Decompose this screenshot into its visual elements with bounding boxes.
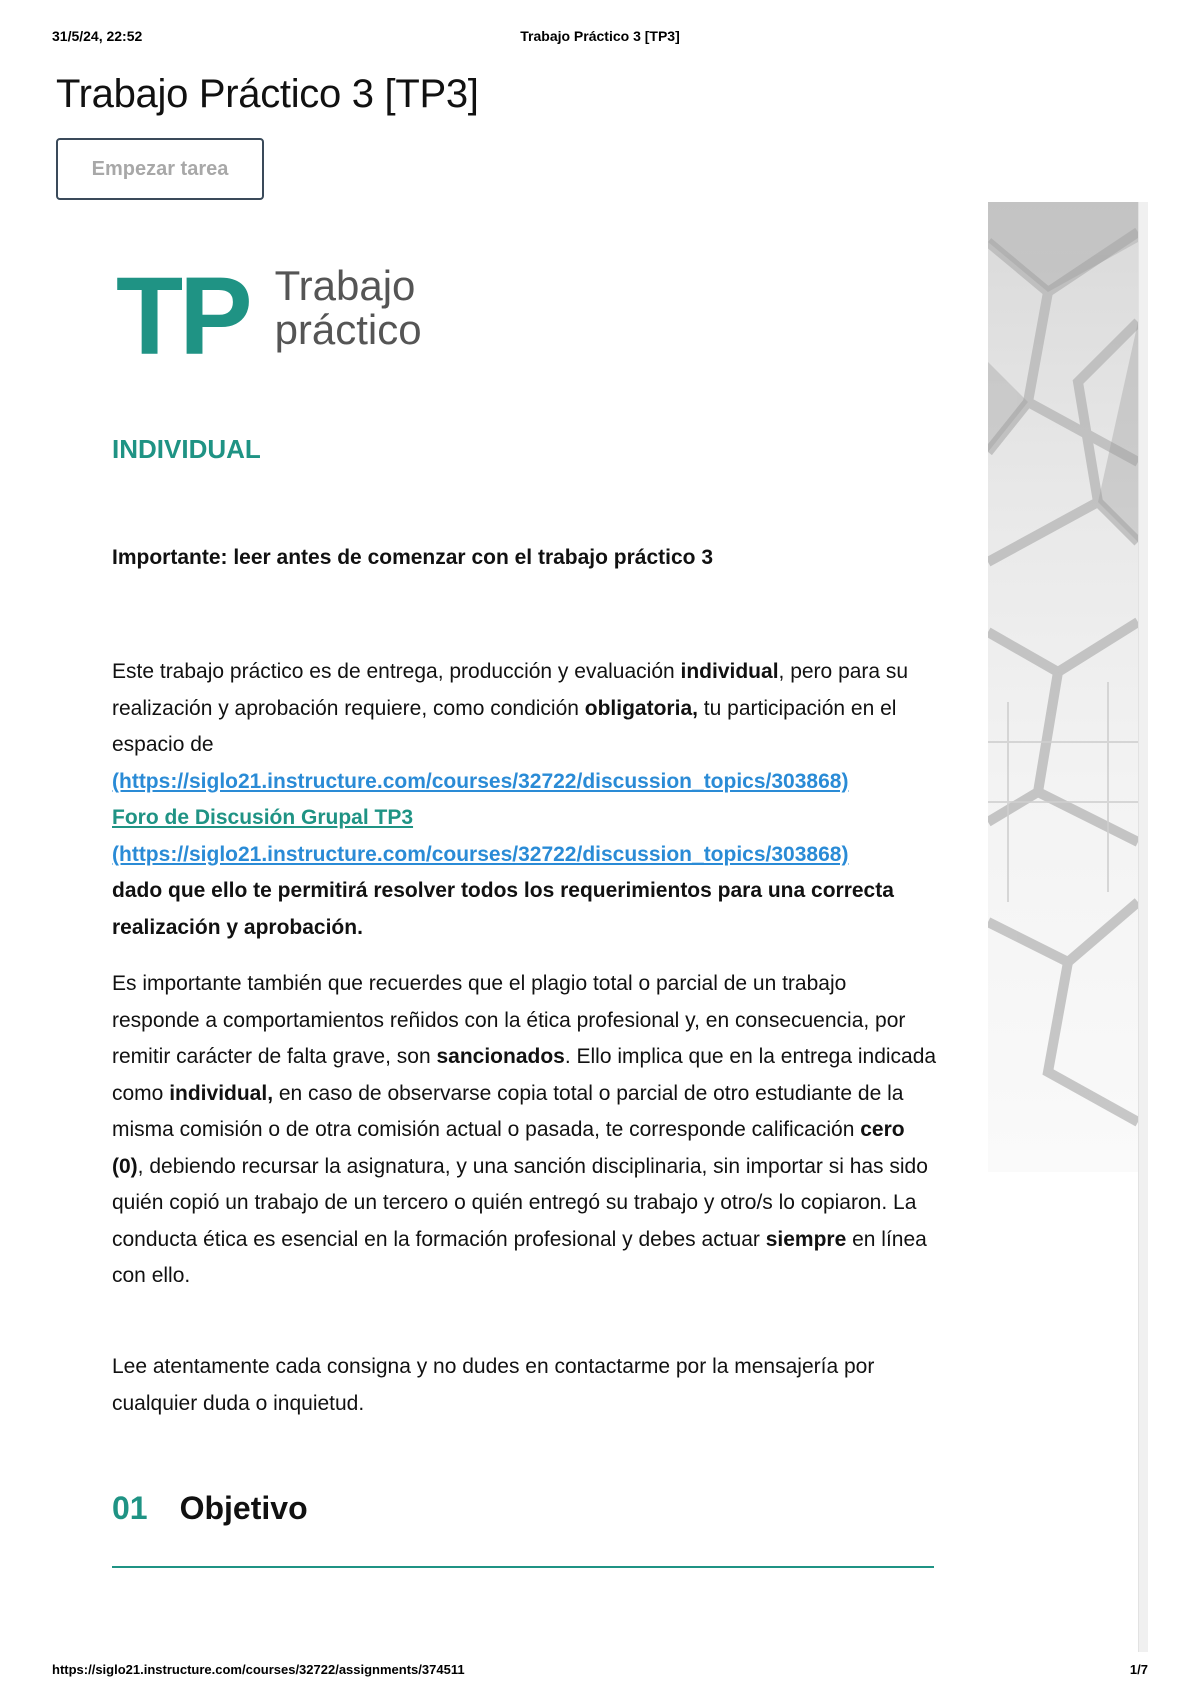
decorative-architecture-image <box>988 202 1138 1172</box>
section-number: 01 <box>112 1490 148 1526</box>
p2-text-3: en caso de observarse copia total o parcial de otro estudiante de la misma comisión o de otra comisión actual o pasada, te corresponde calificación <box>112 1081 904 1141</box>
print-header <box>52 28 1148 48</box>
forum-url-link-1[interactable]: (https://siglo21.instructure.com/courses/32722/discussion_topics/303868) <box>112 769 849 793</box>
section-heading-objetivo <box>112 1490 308 1527</box>
individual-label: INDIVIDUAL <box>112 434 261 464</box>
p1-text-3: tu participación en el espacio de <box>112 696 897 756</box>
print-url: https://siglo21.instructure.com/courses/32722/assignments/374511 <box>52 1662 465 1677</box>
paragraph-participation <box>112 654 938 946</box>
trabajo-practico-logo <box>116 255 422 378</box>
logo-word-1: Trabajo <box>274 262 416 309</box>
forum-link[interactable]: Foro de Discusión Grupal TP3 <box>112 806 414 829</box>
p1-bold-individual: individual <box>680 660 779 683</box>
print-date: 31/5/24, 22:52 <box>52 28 143 44</box>
start-assignment-button[interactable]: Empezar tarea <box>56 138 264 200</box>
p2-text-1: Es importante también que recuerdes que el plagio total o parcial de un trabajo responde a comportamientos reñidos con la ética profesional y, en consecuencia, por remitir carácter de falta grave, son <box>112 972 906 1068</box>
important-heading: Importante: leer antes de comenzar con el trabajo práctico 3 <box>112 546 714 569</box>
p2-bold-sancionados: sancionados <box>436 1045 565 1068</box>
p2-bold-siempre: siempre <box>765 1227 847 1251</box>
print-footer <box>52 1662 1148 1682</box>
p2-text-5: en línea con ello. <box>112 1227 927 1287</box>
p1-text-2: , pero para su realización y aprobación requiere, como condición <box>112 660 909 720</box>
decorative-lattice-graphic <box>988 202 1138 1172</box>
forum-url-link-2[interactable]: (https://siglo21.instructure.com/courses/32722/discussion_topics/303868) <box>112 842 849 866</box>
logo-words <box>275 264 422 352</box>
paragraph-plagiarism <box>112 966 938 1295</box>
p1-text-1: Este trabajo práctico es de entrega, producción y evaluación <box>112 660 681 683</box>
logo-word-2: práctico <box>274 306 422 353</box>
p2-bold-cero: cero (0) <box>112 1118 905 1178</box>
print-page-number: 1/7 <box>1129 1662 1148 1677</box>
section-title: Objetivo <box>179 1490 308 1526</box>
p2-bold-individual: individual, <box>169 1081 274 1105</box>
print-doc-title: Trabajo Práctico 3 [TP3] <box>520 28 680 44</box>
p2-text-4: , debiendo recursar la asignatura, y una sanción disciplinaria, sin importar si has sido quién copió un trabajo de un tercero o quién entregó su trabajo y otro/s lo copiaron. La conducta ética es esencial en la formación profesional y debes actuar <box>112 1154 928 1251</box>
logo-letters: TP <box>116 255 249 378</box>
p1-bold-requirements: dado que ello te permitirá resolver todos los requerimientos para una correcta realización y aprobación. <box>112 879 894 939</box>
p1-bold-obligatoria: obligatoria, <box>584 696 698 720</box>
section-divider <box>112 1566 934 1568</box>
p2-text-2: . Ello implica que en la entrega indicada como <box>112 1045 937 1105</box>
paragraph-contact: Lee atentamente cada consigna y no dudes en contactarme por la mensajería por cualquier duda o inquietud. <box>112 1355 875 1415</box>
page-title: Trabajo Práctico 3 [TP3] <box>56 72 479 116</box>
scrollbar-track[interactable] <box>1138 202 1148 1652</box>
